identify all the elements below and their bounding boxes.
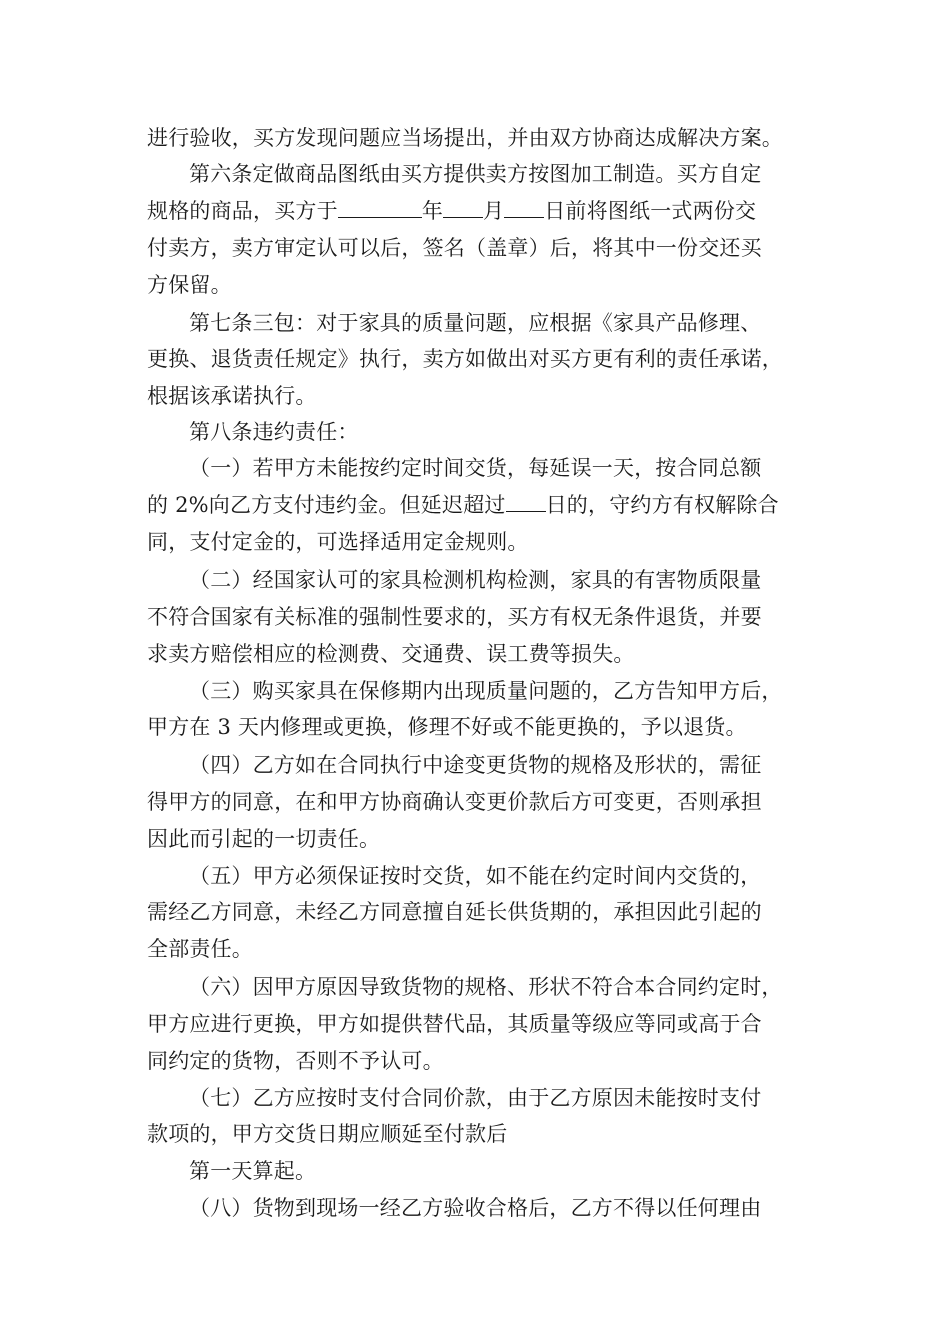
text-line: 甲方应进行更换，甲方如提供替代品，其质量等级应等同或高于合 bbox=[147, 1012, 762, 1036]
clause-8: （八）货物到现场一经乙方验收合格后，乙方不得以任何理由 bbox=[189, 1196, 762, 1220]
text-line: 的 2%向乙方支付违约金。但延迟超过 日的，守约方有权解除合 bbox=[147, 493, 779, 517]
text-line: 根据该承诺执行。 bbox=[147, 384, 317, 408]
clause-3: （三）购买家具在保修期内出现质量问题的，乙方告知甲方后， bbox=[189, 679, 783, 703]
article-7-heading: 第七条三包：对于家具的质量问题，应根据《家具产品修理、 bbox=[189, 311, 762, 335]
clause-1: （一）若甲方未能按约定时间交货，每延误一天，按合同总额 bbox=[189, 456, 762, 480]
clause-5: （五）甲方必须保证按时交货，如不能在约定时间内交货的， bbox=[189, 864, 762, 888]
clause-7: （七）乙方应按时支付合同价款，由于乙方原因未能按时支付 bbox=[189, 1086, 762, 1110]
text-line: 需经乙方同意，未经乙方同意擅自延长供货期的，承担因此引起的 bbox=[147, 900, 762, 924]
text-line: 规格的商品，买方于 年 月 日前将图纸一式两份交 bbox=[147, 199, 757, 223]
text-line: 全部责任。 bbox=[147, 937, 253, 961]
blank-days bbox=[506, 491, 546, 512]
text-line: 同约定的货物，否则不予认可。 bbox=[147, 1049, 444, 1073]
text-line: 更换、退货责任规定》执行，卖方如做出对买方更有利的责任承诺， bbox=[147, 347, 783, 371]
text-line: 不符合国家有关标准的强制性要求的，买方有权无条件退货，并要 bbox=[147, 605, 762, 629]
clause-4: （四）乙方如在合同执行中途变更货物的规格及形状的，需征 bbox=[189, 753, 762, 777]
text-line: 方保留。 bbox=[147, 273, 232, 297]
article-8-heading: 第八条违约责任： bbox=[189, 420, 359, 444]
text-line: 同，支付定金的，可选择适用定金规则。 bbox=[147, 530, 529, 554]
article-6-heading: 第六条定做商品图纸由买方提供卖方按图加工制造。买方自定 bbox=[189, 162, 762, 186]
clause-6: （六）因甲方原因导致货物的规格、形状不符合本合同约定时， bbox=[189, 975, 783, 999]
text-line: 款项的，甲方交货日期应顺延至付款后 bbox=[147, 1122, 508, 1146]
text-line: 甲方在 3 天内修理或更换，修理不好或不能更换的，予以退货。 bbox=[147, 715, 747, 739]
text-line: 付卖方，卖方审定认可以后，签名（盖章）后，将其中一份交还买 bbox=[147, 236, 762, 260]
text-line: 进行验收，买方发现问题应当场提出，并由双方协商达成解决方案。 bbox=[147, 126, 783, 150]
text-line: 求卖方赔偿相应的检测费、交通费、误工费等损失。 bbox=[147, 642, 635, 666]
blank-year bbox=[338, 197, 422, 218]
blank-month bbox=[443, 197, 483, 218]
blank-day bbox=[504, 197, 544, 218]
clause-2: （二）经国家认可的家具检测机构检测，家具的有害物质限量 bbox=[189, 568, 762, 592]
text-line: 得甲方的同意，在和甲方协商确认变更价款后方可变更，否则承担 bbox=[147, 790, 762, 814]
text-line: 因此而引起的一切责任。 bbox=[147, 827, 381, 851]
text-line: 第一天算起。 bbox=[189, 1159, 317, 1183]
